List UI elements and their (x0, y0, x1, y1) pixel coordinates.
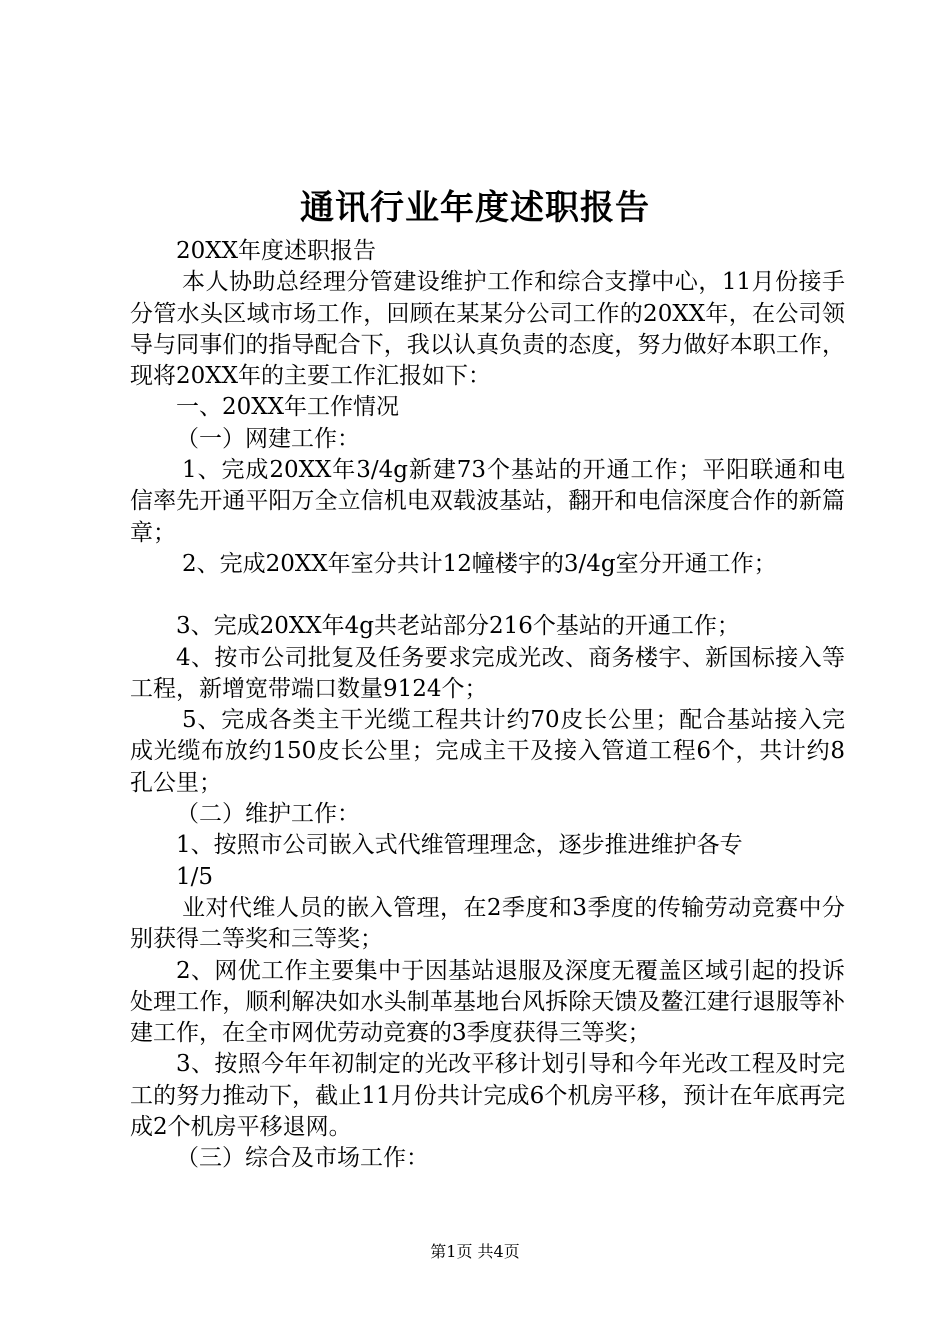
inline-page-marker: 1/5 (176, 863, 214, 890)
paragraph-network-item-2: 2、完成20XX年室分共计12幢楼宇的3/4g室分开通工作； (182, 550, 777, 577)
blank-line (130, 580, 845, 611)
paragraph-maintenance-item-1-cont: 业对代维人员的嵌入管理，在2季度和3季度的传输劳动竞赛中分别获得二等奖和三等奖； (130, 894, 845, 953)
paragraph-maintenance-item-3: 3、按照今年年初制定的光改平移计划引导和今年光改工程及时完工的努力推动下，截止11月份共计完成6个机房平移，预计在年底再完成2个机房平移退网。 (130, 1051, 845, 1141)
paragraph-subsection-market: （三）综合及市场工作： (176, 1145, 429, 1172)
document-body (130, 236, 845, 1175)
paragraph-maintenance-item-1-start: 1、按照市公司嵌入式代维管理理念，逐步推进维护各专 (176, 832, 743, 859)
paragraph-network-item-3: 3、完成20XX年4g共老站部分216个基站的开通工作； (176, 613, 740, 640)
document-title: 通讯行业年度述职报告 (300, 188, 650, 228)
paragraph-subsection-network: （一）网建工作： (176, 425, 360, 452)
paragraph-section-1-heading: 一、20XX年工作情况 (176, 394, 400, 421)
paragraph-subsection-maintenance: （二）维护工作： (176, 801, 360, 828)
page-footer: 第1页 共4页 (430, 1242, 520, 1261)
paragraph-network-item-4: 4、按市公司批复及任务要求完成光改、商务楼宇、新国标接入等工程，新增宽带端口数量9124个； (130, 644, 845, 702)
paragraph-report-heading: 20XX年度述职报告 (176, 238, 377, 264)
paragraph-network-item-1: 1、完成20XX年3/4g新建73个基站的开通工作；平阳联通和电信率先开通平阳万全立信机电双载波基站，翻开和电信深度合作的新篇章； (130, 457, 845, 546)
paragraph-maintenance-item-2: 2、网优工作主要集中于因基站退服及深度无覆盖区域引起的投诉处理工作，顺利解决如水头制革基地台风拆除天馈及鳌江建行退服等补建工作，在全市网优劳动竞赛的3季度获得三等奖； (130, 957, 845, 1047)
paragraph-network-item-5: 5、完成各类主干光缆工程共计约70皮长公里；配合基站接入完成光缆布放约150皮长公里；完成主干及接入管道工程6个，共计约8孔公里； (130, 707, 845, 796)
paragraph-intro: 本人协助总经理分管建设维护工作和综合支撑中心，11月份接手分管水头区域市场工作，回顾在某某分公司工作的20XX年，在公司领导与同事们的指导配合下，我以认真负责的态度，努力做好本职工作，现将20XX年的主要工作汇报如下： (130, 269, 845, 390)
